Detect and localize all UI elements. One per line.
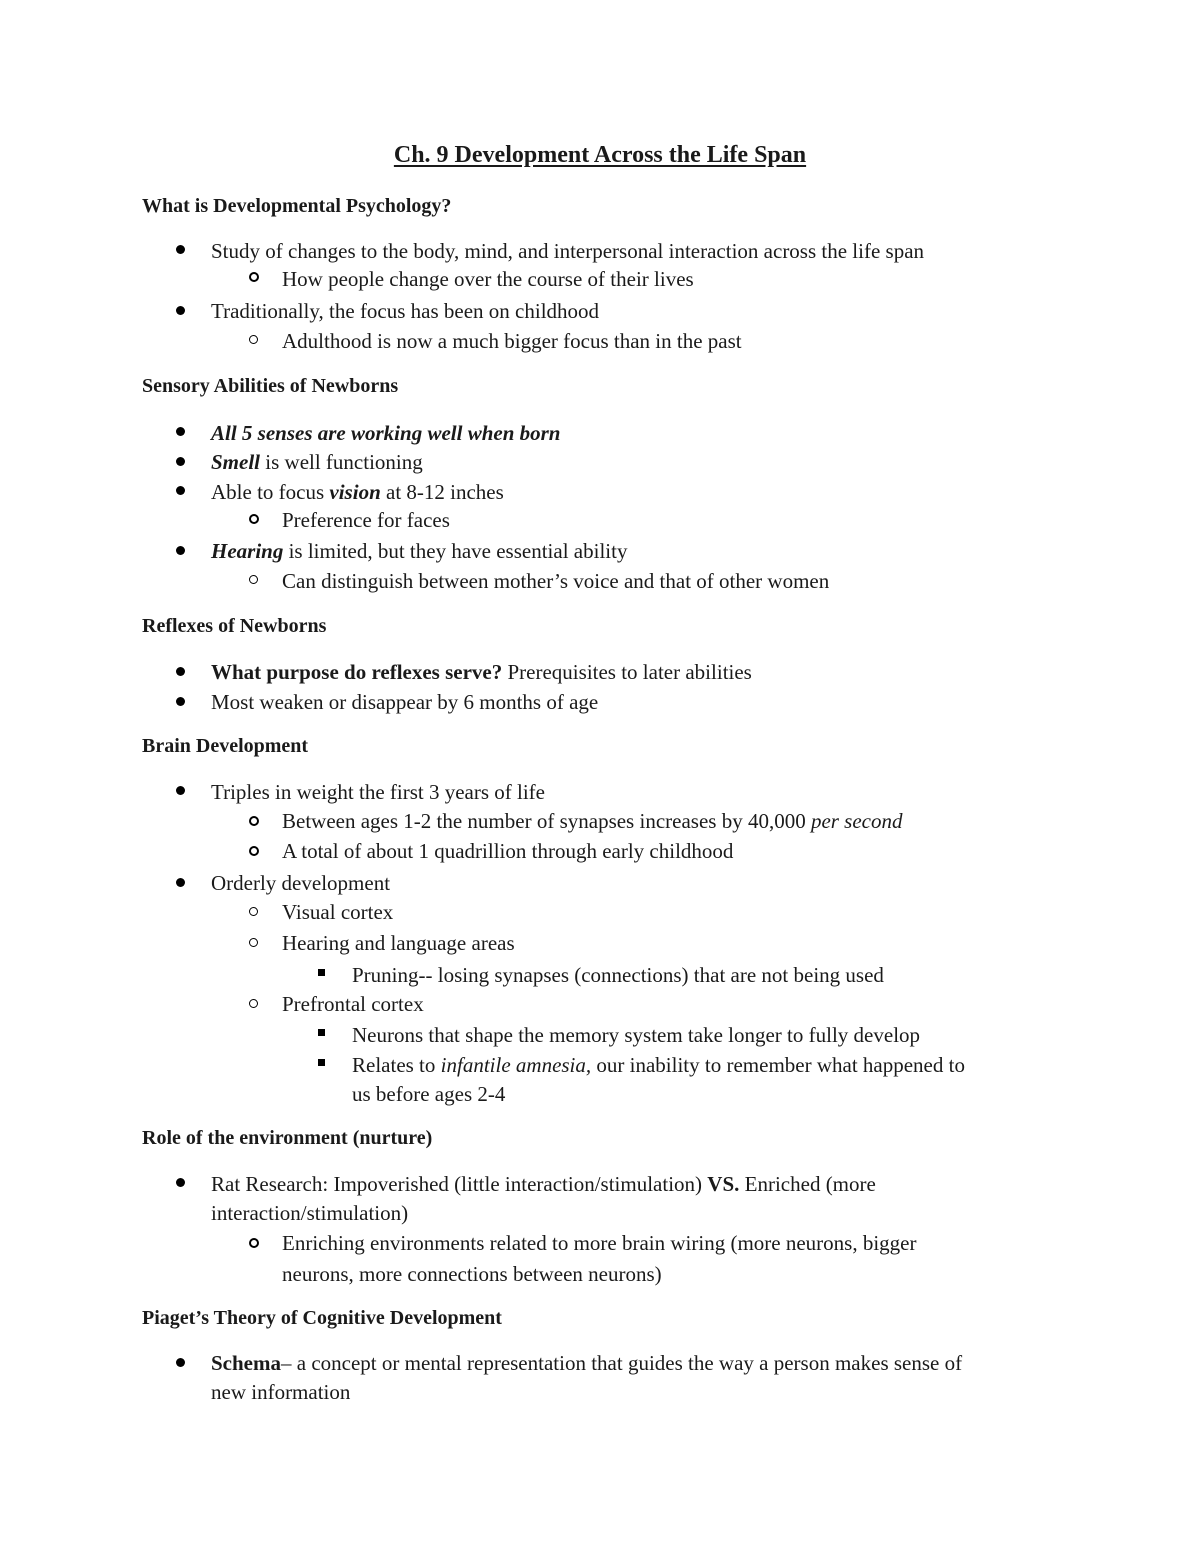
- heading-environment: Role of the environment (nurture): [142, 1127, 433, 1149]
- bullet-circle-icon: [249, 575, 258, 584]
- list-item-continuation: interaction/stimulation): [211, 1201, 409, 1225]
- emphasis: Hearing: [211, 539, 284, 563]
- page-title: Ch. 9 Development Across the Life Span: [393, 142, 807, 168]
- list-item: Enriching environments related to more brain wiring (more neurons, bigger: [282, 1231, 917, 1255]
- emphasis: What purpose do reflexes serve?: [211, 660, 503, 684]
- list-item: [211, 479, 504, 505]
- bullet-disc-icon: [176, 546, 185, 555]
- list-item: A total of about 1 quadrillion through early childhood: [282, 839, 734, 863]
- heading-sensory-abilities: Sensory Abilities of Newborns: [142, 375, 399, 397]
- bullet-disc-icon: [176, 1178, 185, 1187]
- list-item: Pruning-- losing synapses (connections) that are not being used: [352, 963, 884, 987]
- text: is well functioning: [260, 450, 423, 474]
- list-item: Prefrontal cortex: [282, 992, 424, 1016]
- text: our inability to remember what happened to: [591, 1053, 965, 1077]
- list-item: How people change over the course of their lives: [282, 267, 694, 291]
- bullet-disc-icon: [176, 878, 185, 887]
- text: Enriched (more: [739, 1172, 876, 1196]
- bullet-circle-icon: [249, 816, 259, 826]
- list-item: Triples in weight the first 3 years of life: [211, 780, 546, 804]
- list-item: [211, 659, 752, 685]
- text: at 8-12 inches: [380, 480, 504, 504]
- bullet-disc-icon: [176, 697, 185, 706]
- bullet-disc-icon: [176, 457, 185, 466]
- emphasis: vision: [329, 480, 381, 504]
- list-item: All 5 senses are working well when born: [211, 421, 561, 445]
- list-item: Traditionally, the focus has been on childhood: [211, 299, 600, 323]
- bullet-circle-icon: [249, 514, 259, 524]
- emphasis: Schema: [211, 1351, 281, 1375]
- list-item: Orderly development: [211, 871, 391, 895]
- list-item: Study of changes to the body, mind, and interpersonal interaction across the life span: [211, 239, 925, 263]
- heading-brain-development: Brain Development: [142, 735, 309, 757]
- bullet-disc-icon: [176, 667, 185, 676]
- bullet-circle-icon: [249, 1238, 259, 1248]
- list-item: [282, 808, 903, 834]
- list-item: Neurons that shape the memory system take longer to fully develop: [352, 1023, 921, 1047]
- text: Between ages 1-2 the number of synapses increases by 40,000: [282, 809, 811, 833]
- heading-piaget: Piaget’s Theory of Cognitive Development: [142, 1307, 502, 1329]
- list-item-continuation: neurons, more connections between neurons): [282, 1262, 662, 1286]
- list-item-continuation: new information: [211, 1380, 351, 1404]
- bullet-circle-icon: [249, 938, 258, 947]
- text: Prerequisites to later abilities: [502, 660, 752, 684]
- list-item: Visual cortex: [282, 900, 394, 924]
- list-item: [352, 1052, 965, 1078]
- list-item-continuation: us before ages 2-4: [352, 1082, 506, 1106]
- list-item: [211, 538, 627, 564]
- list-item: Preference for faces: [282, 508, 450, 532]
- bullet-circle-icon: [249, 272, 259, 282]
- text: is limited, but they have essential ability: [283, 539, 628, 563]
- bullet-disc-icon: [176, 786, 185, 795]
- bullet-square-icon: [318, 969, 325, 976]
- list-item: Hearing and language areas: [282, 931, 515, 955]
- list-item: Adulthood is now a much bigger focus than in the past: [282, 329, 742, 353]
- emphasis: VS.: [707, 1172, 740, 1196]
- heading-reflexes: Reflexes of Newborns: [142, 615, 327, 637]
- bullet-disc-icon: [176, 245, 185, 254]
- bullet-circle-icon: [249, 907, 258, 916]
- list-item: [211, 1350, 962, 1376]
- list-item: Most weaken or disappear by 6 months of age: [211, 690, 599, 714]
- text: Relates to: [352, 1053, 441, 1077]
- bullet-square-icon: [318, 1059, 325, 1066]
- bullet-circle-icon: [249, 999, 258, 1008]
- text: Able to focus: [211, 480, 330, 504]
- text: – a concept or mental representation that guides the way a person makes sense of: [281, 1351, 963, 1375]
- heading-developmental-psychology: What is Developmental Psychology?: [142, 195, 452, 217]
- bullet-disc-icon: [176, 486, 185, 495]
- bullet-circle-icon: [249, 846, 259, 856]
- list-item: [211, 449, 423, 475]
- bullet-disc-icon: [176, 306, 185, 315]
- bullet-disc-icon: [176, 1358, 185, 1367]
- emphasis: infantile amnesia,: [440, 1053, 592, 1077]
- bullet-circle-icon: [249, 335, 258, 344]
- bullet-square-icon: [318, 1029, 325, 1036]
- list-item: [211, 1171, 876, 1197]
- emphasis: per second: [810, 809, 903, 833]
- list-item: Can distinguish between mother’s voice and that of other women: [282, 569, 830, 593]
- bullet-disc-icon: [176, 427, 185, 436]
- emphasis: Smell: [211, 450, 261, 474]
- text: Rat Research: Impoverished (little interaction/stimulation): [211, 1172, 708, 1196]
